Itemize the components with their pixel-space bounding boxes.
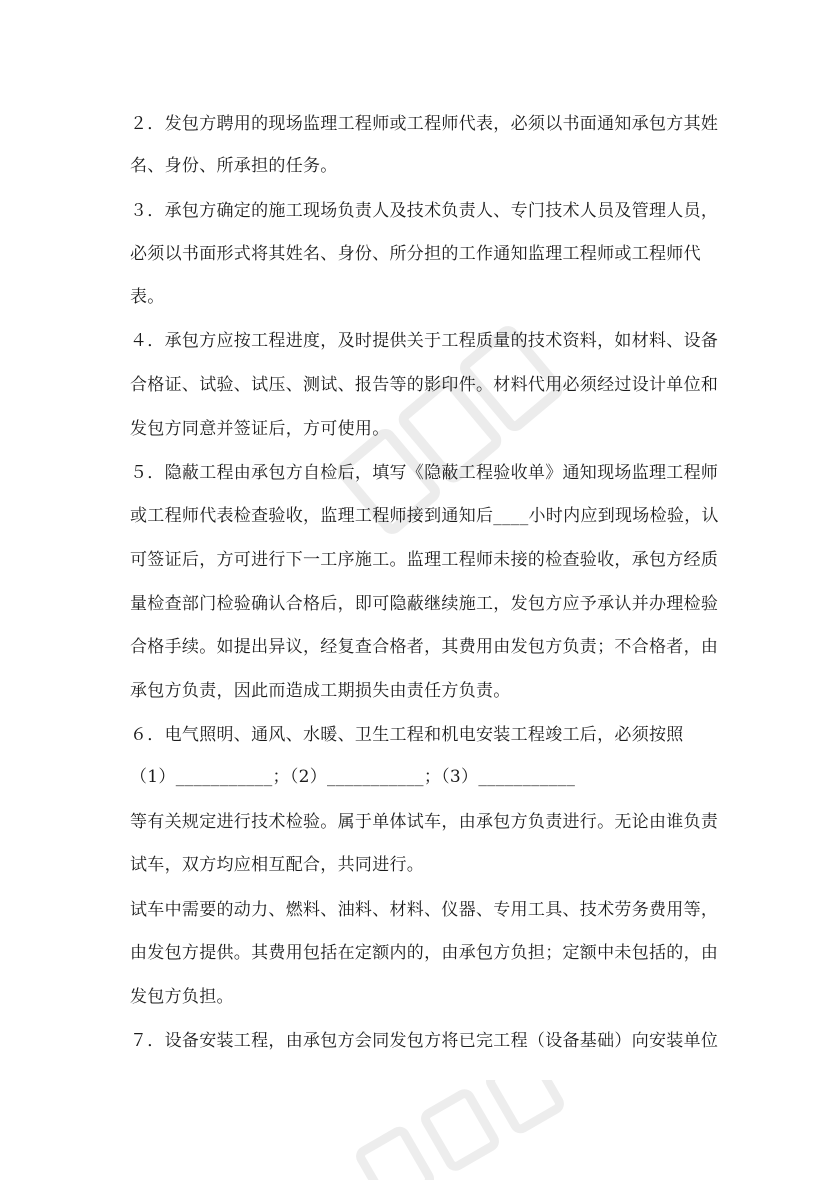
text-line-21: 发包方负担。 (130, 987, 234, 1007)
text-line-11: 可签证后，方可进行下一工序施工。监理工程师未接的检查验收，承包方经质 (130, 550, 719, 570)
text-line-9: ５．隐蔽工程由承包方自检后，填写《隐蔽工程验收单》通知现场监理工程师 (130, 463, 719, 483)
text-line-3: ３．承包方确定的施工现场负责人及技术负责人、专门技术人员及管理人员， (130, 201, 719, 221)
text-line-8: 发包方同意并签证后，方可使用。 (130, 419, 390, 439)
text-line-7: 合格证、试验、试压、测试、报告等的影印件。材料代用必须经过设计单位和 (130, 375, 719, 395)
text-line-6: ４．承包方应按工程进度，及时提供关于工程质量的技术资料，如材料、设备 (130, 331, 719, 351)
text-line-22: ７．设备安装工程，由承包方会同发包方将已完工程（设备基础）向安装单位 (130, 1031, 719, 1051)
text-line-14: 承包方负责，因此而造成工期损失由责任方负责。 (130, 681, 511, 701)
text-line-12: 量检查部门检验确认合格后，即可隐蔽继续施工，发包方应予承认并办理检验 (130, 594, 719, 614)
text-line-10: 或工程师代表检查验收，监理工程师接到通知后____小时内应到现场检验，认 (130, 506, 719, 526)
text-line-18: 试车，双方均应相互配合，共同进行。 (130, 855, 425, 875)
text-line-4: 必须以书面形式将其姓名、身份、所分担的工作通知监理工程师或工程师代 (130, 244, 701, 264)
text-line-19: 试车中需要的动力、燃料、油料、材料、仪器、专用工具、技术劳务费用等， (130, 900, 719, 920)
text-line-15: ６．电气照明、通风、水暖、卫生工程和机电安装工程竣工后，必须按照 (130, 725, 684, 745)
text-line-2: 名、身份、所承担的任务。 (130, 156, 338, 176)
text-line-1: ２．发包方聘用的现场监理工程师或工程师代表，必须以书面通知承包方其姓 (130, 114, 719, 134)
text-line-5: 表。 (130, 287, 165, 307)
watermark-logo-bottom (330, 1080, 590, 1180)
text-line-16: （1）___________；（2）___________；（3）___________ (130, 767, 576, 787)
text-line-20: 由发包方提供。其费用包括在定额内的，由承包方负担；定额中未包括的，由 (130, 943, 719, 963)
text-line-13: 合格手续。如提出异议，经复查合格者，其费用由发包方负责；不合格者，由 (130, 637, 719, 657)
text-line-17: 等有关规定进行技术检验。属于单体试车，由承包方负责进行。无论由谁负责 (130, 812, 719, 832)
